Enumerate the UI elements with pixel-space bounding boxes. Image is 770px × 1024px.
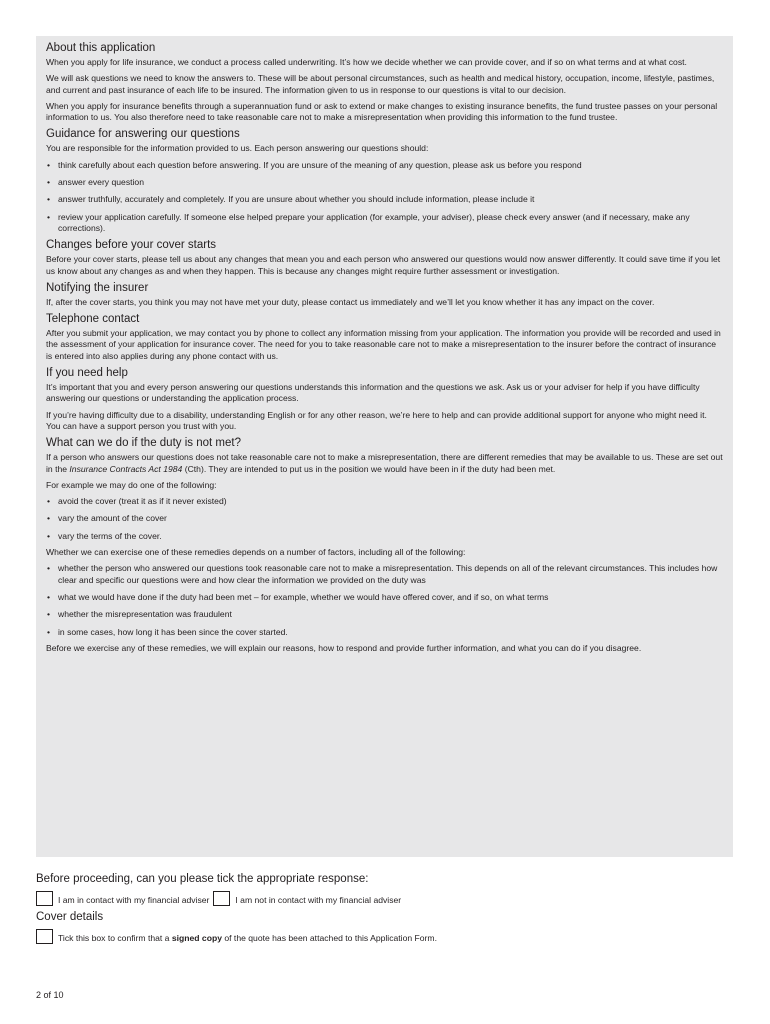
guidance-title: Guidance for answering our questions: [46, 128, 240, 141]
notifying-title: Notifying the insurer: [46, 281, 149, 294]
response-form: [36, 872, 733, 944]
duty-paragraph-1: [46, 452, 723, 475]
signed-copy-emphasis: signed copy: [171, 933, 222, 943]
duty-title: What can we do if the duty is not met?: [46, 437, 241, 450]
about-paragraph-2: We will ask questions we need to know the answers to. These will be about personal circumstances, such as health and medical history, occupation, income, lifestyle, pastimes, and current and past insurance of each life to be insured. The information given to us in response to our questions is vital to our decision.: [46, 73, 715, 95]
duty-paragraph-2: For example we may do one of the following:: [46, 479, 217, 490]
list-item: • avoid the cover (treat it as if it never existed): [46, 496, 723, 507]
confirm-text-end: of the quote has been attached to this Application Form.: [221, 933, 437, 943]
notifying-paragraph: If, after the cover starts, you think you may not have met your duty, please contact us immediately and we’ll let you know whether it has any impact on the cover.: [46, 296, 655, 307]
cover-details-title: Cover details: [36, 911, 104, 923]
telephone-paragraph: After you submit your application, we may contact you by phone to collect any information missing from your application. The information you provide will be recorded and used in the assessment of your application for insurance cover. The need for you to take reasonable care not to make a misrepresentation to the insurer before the contract of insurance is entered into also applies during any phone contact with us.: [46, 328, 721, 361]
changes-title: Changes before your cover starts: [46, 239, 217, 252]
duty-paragraph-4: Before we exercise any of these remedies, we will explain our reasons, how to respond and provide further information, and what you can do if you disagree.: [46, 642, 642, 653]
list-item: • think carefully about each question before answering. If you are unsure of the meaning of any question, please ask us before you respond: [46, 160, 723, 171]
about-title: About this application: [46, 42, 156, 54]
changes-paragraph: Before your cover starts, please tell us about any changes that mean you and each person who answered our questions would now answer differently. It could save time if you let us know about any changes as and when they happen. This is because any changes might require further assessment or investigation.: [46, 254, 721, 276]
duty-p1-text: If a person who answers our questions does not take reasonable care not to make a misrepresentation, there are different remedies that may be available to us. These are set out in the: [46, 452, 723, 474]
list-item: • review your application carefully. If someone else helped prepare your application (for example, your adviser), please check every answer (and if necessary, make any corrections).: [46, 212, 723, 235]
information-panel: [36, 36, 733, 857]
list-item: • what we would have done if the duty had been met – for example, whether we would have offered cover, and if so, on what terms: [46, 592, 723, 603]
remedies-list: [46, 496, 723, 542]
not-in-contact-label: I am not in contact with my financial adviser: [235, 895, 402, 905]
list-item: • whether the person who answered our questions took reasonable care not to make a misrepresentation. This depends on all of the relevant circumstances. This includes how clear and specific our questions were and how clear the information we provided on the duty was: [46, 563, 723, 586]
confirm-text: Tick this box to confirm that a: [58, 933, 172, 943]
duty-p1-text-end: (Cth). They are intended to put us in the position we would have been in if the duty had been met.: [182, 463, 556, 474]
list-item: • in some cases, how long it has been since the cover started.: [46, 627, 723, 638]
proceed-title: Before proceeding, can you please tick the appropriate response:: [36, 873, 369, 885]
help-paragraph-2: If you’re having difficulty due to a disability, understanding English or for any other reason, we’re here to help and can provide additional support for anyone who might need it. You can have a support person you trust with you.: [46, 409, 707, 431]
page-number: 2 of 10: [36, 990, 64, 1000]
factors-list: [46, 563, 723, 637]
help-title: If you need help: [46, 367, 128, 380]
duty-paragraph-3: Whether we can exercise one of these remedies depends on a number of factors, including all of the following:: [46, 547, 466, 558]
in-contact-checkbox[interactable]: [36, 891, 53, 906]
act-name: Insurance Contracts Act 1984: [69, 463, 183, 474]
list-item: • answer every question: [46, 177, 723, 188]
list-item: • vary the amount of the cover: [46, 513, 723, 524]
help-paragraph-1: It’s important that you and every person answering our questions understands this information and the questions we ask. Ask us or your adviser for help if you have difficulty answering our questions or understanding the application process.: [46, 382, 700, 404]
about-paragraph-1: When you apply for life insurance, we conduct a process called underwriting. It’s how we decide whether we can provide cover, and if so on what terms and at what cost.: [46, 57, 687, 67]
adviser-options: [36, 888, 733, 906]
confirm-row: [36, 926, 733, 944]
signed-copy-label: [58, 933, 437, 944]
not-in-contact-checkbox[interactable]: [213, 891, 230, 906]
guidance-intro: You are responsible for the information provided to us. Each person answering our questions should:: [46, 143, 429, 154]
in-contact-label: I am in contact with my financial adviser: [58, 895, 210, 905]
about-paragraph-3: When you apply for insurance benefits through a superannuation fund or ask to extend or make changes to existing insurance benefits, the fund trustee passes on your personal information to us. You also therefore need to take reasonable care not to make a misrepresentation when providing this information to the fund trustee.: [46, 100, 718, 123]
signed-copy-checkbox[interactable]: [36, 929, 53, 944]
list-item: • vary the terms of the cover.: [46, 531, 723, 542]
list-item: • whether the misrepresentation was fraudulent: [46, 609, 723, 620]
telephone-title: Telephone contact: [46, 313, 140, 326]
guidance-list: [46, 160, 723, 234]
list-item: • answer truthfully, accurately and completely. If you are unsure about whether you should include information, please include it: [46, 194, 723, 205]
